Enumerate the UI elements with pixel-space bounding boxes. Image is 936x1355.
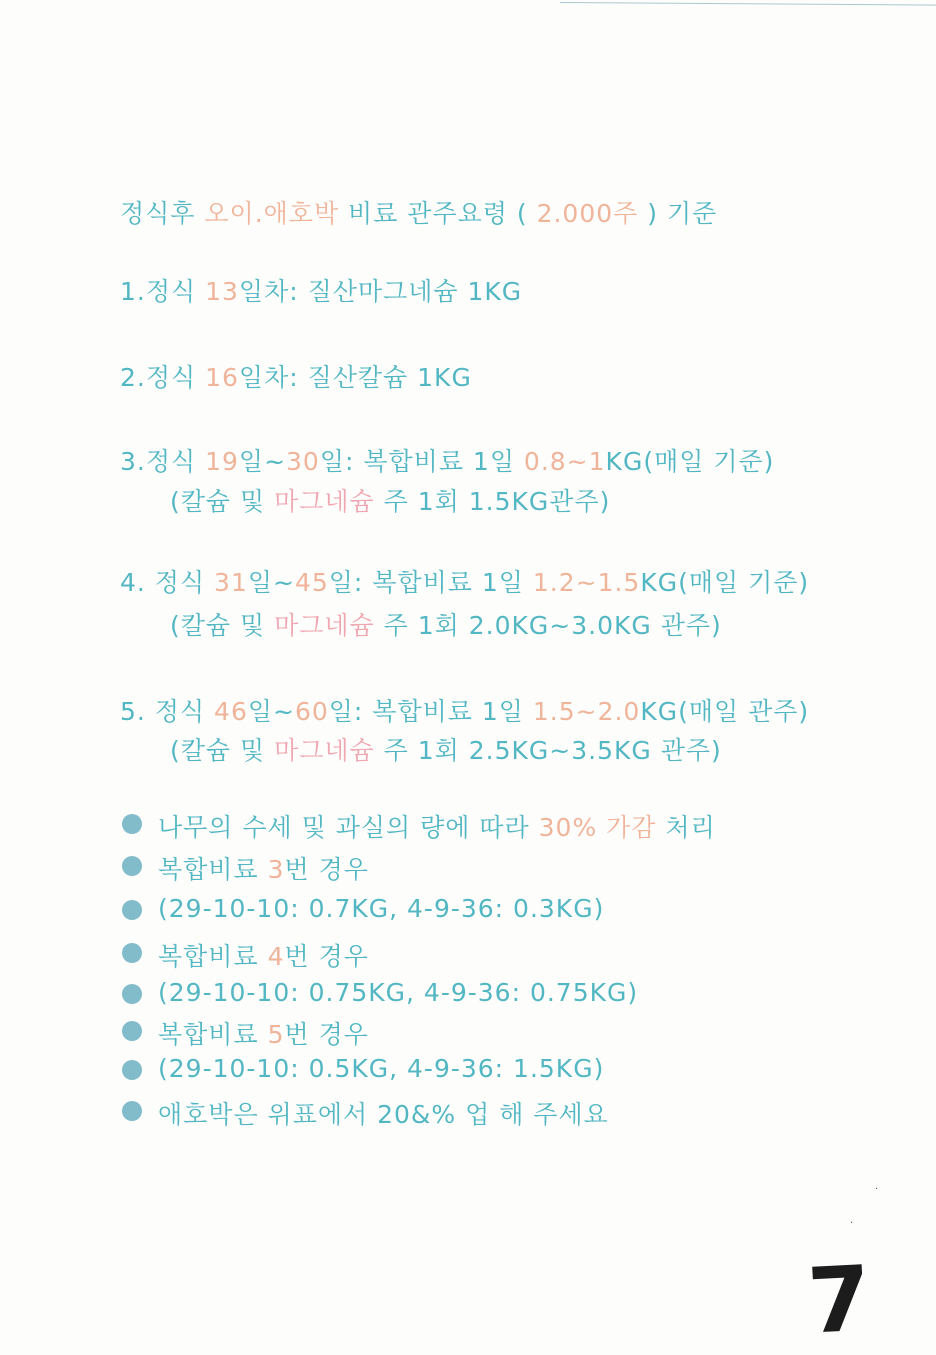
bullet-dot-icon [122, 1060, 142, 1080]
text-segment: 복합비료 [158, 855, 268, 884]
title-crop-highlight: 오이.애호박 [204, 199, 340, 228]
item-5-line-2 [170, 731, 722, 767]
page-number: 7 [805, 1246, 874, 1355]
bullet-item [158, 894, 604, 923]
bullet-dot-icon [122, 984, 142, 1004]
bullet-item [158, 1095, 609, 1131]
text-segment: 애호박은 위표에서 20&% 업 해 주세요 [158, 1100, 609, 1129]
highlight-segment: 마그네슘 [274, 611, 375, 640]
item-5-line-1 [120, 692, 809, 728]
text-segment: 주 1회 1.5KG관주) [374, 487, 611, 516]
item-3-line-1 [120, 442, 774, 478]
highlight-segment: 5 [267, 1020, 285, 1049]
text-segment: 복합비료 [158, 1020, 268, 1049]
highlight-segment: 1.2~1.5 [532, 568, 641, 597]
text-segment: 주 1회 2.0KG~3.0KG 관주) [374, 611, 722, 640]
highlight-segment: 13 [205, 277, 239, 306]
bullet-item [158, 937, 369, 973]
item-4-line-1 [120, 563, 809, 599]
text-segment: 2.정식 [120, 363, 206, 392]
highlight-segment: 60 [294, 697, 329, 726]
text-segment: (29-10-10: 0.7KG, 4-9-36: 0.3KG) [158, 894, 605, 923]
bullet-item [158, 1015, 369, 1051]
highlight-segment: 16 [205, 363, 239, 392]
text-segment: 일~ [238, 447, 287, 476]
highlight-segment: 31 [214, 568, 248, 597]
title-part: 비료 관주요령 ( [339, 199, 537, 228]
highlight-segment: 45 [294, 568, 329, 597]
highlight-segment: 마그네슘 [274, 736, 375, 765]
item-3-line-2 [170, 482, 610, 518]
highlight-segment: 30 [286, 447, 320, 476]
text-segment: 일차: 질산마그네슘 1KG [238, 277, 523, 306]
text-segment: KG(매일 기준) [605, 447, 775, 476]
bullet-item [158, 978, 638, 1007]
text-segment: 일~ [247, 697, 295, 726]
bullet-dot-icon [122, 943, 142, 963]
text-segment: 일: 복합비료 1일 [319, 447, 524, 476]
text-segment: 번 경우 [284, 1020, 369, 1049]
text-segment: 1.정식 [120, 277, 206, 306]
text-segment: 복합비료 [158, 942, 268, 971]
item-4-line-2 [170, 606, 722, 642]
highlight-segment: 30% 가감 [538, 813, 657, 842]
text-segment: 주 1회 2.5KG~3.5KG 관주) [374, 736, 722, 765]
bullet-dot-icon [122, 900, 142, 920]
bullet-item [158, 808, 716, 844]
bullet-item [158, 850, 369, 886]
title-plant-count: 2.000주 [536, 199, 639, 228]
text-segment: KG(매일 관주) [640, 697, 810, 726]
text-segment: 4. 정식 [120, 568, 215, 597]
scan-speck: · [875, 1184, 879, 1195]
text-segment: (29-10-10: 0.75KG, 4-9-36: 0.75KG) [158, 978, 639, 1007]
highlight-segment: 19 [205, 447, 239, 476]
scan-edge-line [560, 2, 936, 6]
bullet-item [158, 1054, 604, 1083]
text-segment: 처리 [656, 813, 716, 842]
text-segment: KG(매일 기준) [640, 568, 810, 597]
text-segment: 3.정식 [120, 447, 206, 476]
highlight-segment: 0.8~1 [523, 447, 606, 476]
text-segment: (칼슘 및 [170, 611, 275, 640]
highlight-segment: 4 [267, 942, 285, 971]
document-title [120, 194, 717, 230]
text-segment: (29-10-10: 0.5KG, 4-9-36: 1.5KG) [158, 1054, 605, 1083]
highlight-segment: 46 [214, 697, 248, 726]
highlight-segment: 3 [267, 855, 285, 884]
highlight-segment: 마그네슘 [274, 487, 375, 516]
text-segment: 일: 복합비료 1일 [328, 568, 533, 597]
title-part: 정식후 [120, 199, 205, 228]
scan-speck: · [850, 1218, 854, 1229]
text-segment: 번 경우 [284, 855, 369, 884]
text-segment: 5. 정식 [120, 697, 215, 726]
text-segment: 나무의 수세 및 과실의 량에 따라 [158, 813, 539, 842]
bullet-dot-icon [122, 1021, 142, 1041]
highlight-segment: 1.5~2.0 [532, 697, 641, 726]
item-2-line-1 [120, 358, 472, 394]
text-segment: (칼슘 및 [170, 736, 275, 765]
bullet-dot-icon [122, 856, 142, 876]
bullet-dot-icon [122, 814, 142, 834]
title-part: ) 기준 [638, 199, 718, 228]
text-segment: 일: 복합비료 1일 [328, 697, 533, 726]
text-segment: 번 경우 [284, 942, 369, 971]
bullet-dot-icon [122, 1101, 142, 1121]
text-segment: 일~ [247, 568, 295, 597]
item-1-line-1 [120, 272, 522, 308]
text-segment: (칼슘 및 [170, 487, 275, 516]
text-segment: 일차: 질산칼슘 1KG [238, 363, 472, 392]
